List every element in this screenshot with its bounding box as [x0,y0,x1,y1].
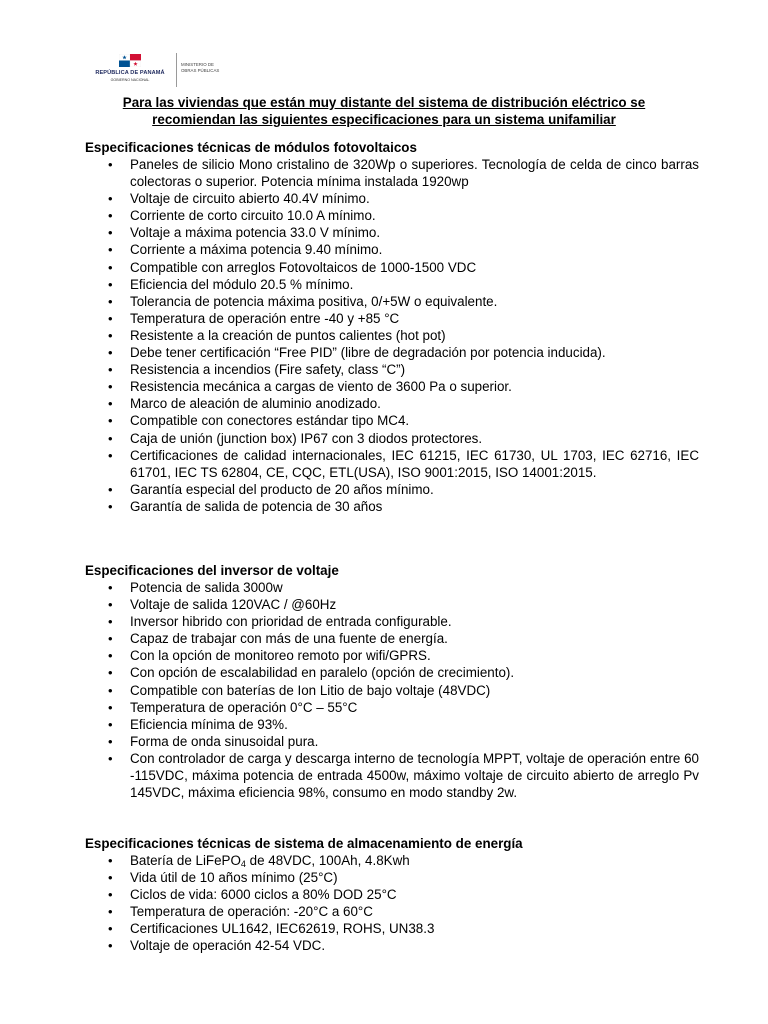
list-item [85,241,699,258]
list-item [85,903,699,920]
section-energy-storage [85,835,699,955]
item-text: Voltaje de operación 42-54 VDC. [130,938,326,954]
list-item [85,327,699,344]
item-text: Corriente de corto circuito 10.0 A mínimo. [130,208,376,224]
bullet-icon: • [108,904,113,920]
item-text: Voltaje de circuito abierto 40.4V mínimo. [130,191,370,207]
item-text: Certificaciones UL1642, IEC62619, ROHS, UN38.3 [130,921,435,937]
bullet-icon: • [108,396,113,412]
item-text: Capaz de trabajar con más de una fuente de energía. [130,631,448,647]
list-item [85,733,699,750]
item-text: Compatible con conectores estándar tipo MC4. [130,413,410,429]
list-item [85,716,699,733]
item-text: Garantía especial del producto de 20 años mínimo. [130,481,434,497]
item-text: Temperatura de operación entre -40 y +85 °C [130,310,400,326]
bullet-icon: • [108,648,113,664]
list-item [85,361,699,378]
item-text: Con la opción de monitoreo remoto por wifi/GPRS. [130,648,431,664]
item-text: Marco de aleación de aluminio anodizado. [130,396,381,412]
list-item [85,156,699,190]
list-item [85,596,699,613]
bullet-icon: • [108,853,113,868]
bullet-icon: • [108,157,113,172]
battery-text-after: de 48VDC, 100Ah, 4.8Kwh [245,853,410,868]
bullet-icon: • [108,276,113,292]
section-inverter [85,562,699,801]
item-text: Eficiencia del módulo 20.5 % mínimo. [130,276,354,292]
list-item [85,481,699,498]
spec-list [85,156,699,515]
list-item [85,430,699,447]
list-item [85,869,699,886]
bullet-icon: • [108,631,113,647]
bullet-icon: • [108,614,113,630]
bullet-icon: • [108,345,113,361]
panama-flag-icon [119,54,141,67]
list-item [85,886,699,903]
bullet-icon: • [108,597,113,613]
item-text: Caja de unión (junction box) IP67 con 3 diodos protectores. [130,430,483,446]
section-heading: Especificaciones técnicas de sistema de almacenamiento de energía [85,836,523,851]
item-text: Forma de onda sinusoidal pura. [130,733,319,749]
bullet-icon: • [108,733,113,749]
ministry-name [181,62,219,74]
bullet-icon: • [108,938,113,954]
logo-divider [176,53,177,87]
item-text: Compatible con arreglos Fotovoltaicos de 1000-1500 VDC [130,259,477,275]
item-text: Resistente a la creación de puntos calientes (hot pot) [130,327,446,343]
government-logo [88,50,238,90]
item-text: Con opción de escalabilidad en paralelo (opción de crecimiento). [130,665,515,681]
item-text: Debe tener certificación “Free PID” (libre de degradación por potencia inducida). [130,345,606,361]
list-item [85,852,699,869]
list-item [85,190,699,207]
item-text: Paneles de silicio Mono cristalino de 320Wp o superiores. Tecnología de celda de cinco barras colectoras o superior. Potencia mínima instalada 1920wp [130,157,699,190]
list-item [85,412,699,429]
bullet-icon: • [108,208,113,224]
bullet-icon: • [108,716,113,732]
item-text: Voltaje de salida 120VAC / @60Hz [130,597,337,613]
list-item [85,647,699,664]
list-item [85,276,699,293]
bullet-icon: • [108,682,113,698]
bullet-icon: • [108,362,113,378]
bullet-icon: • [108,225,113,241]
item-text: Resistencia a incendios (Fire safety, class “C”) [130,362,406,378]
list-item [85,682,699,699]
bullet-icon: • [108,379,113,395]
bullet-icon: • [108,327,113,343]
list-item [85,224,699,241]
panama-seal [88,50,172,90]
bullet-icon: • [108,699,113,715]
list-item [85,498,699,515]
bullet-icon: • [108,580,113,595]
item-text: Garantía de salida de potencia de 30 años [130,498,383,514]
spec-list [85,579,699,801]
bullet-icon: • [108,665,113,681]
item-text: Voltaje a máxima potencia 33.0 V mínimo. [130,225,381,241]
item-text: Vida útil de 10 años mínimo (25°C) [130,870,338,886]
title-line-1: Para las viviendas que están muy distante del sistema de distribución eléctrico se [122,95,646,110]
list-item [85,664,699,681]
section-pv-modules [85,139,699,515]
section-heading: Especificaciones del inversor de voltaje [85,563,339,578]
bullet-icon: • [108,259,113,275]
bullet-icon: • [108,191,113,207]
item-text: Con controlador de carga y descarga interno de tecnología MPPT, voltaje de operación entre 60 -115VDC, máxima potencia de entrada 4500w, máximo voltaje de circuito abierto de arreglo Pv 145VDC, máxima eficiencia 98%, consumo en modo standby 2w. [130,750,699,801]
item-text: Resistencia mecánica a cargas de viento de 3600 Pa o superior. [130,379,512,395]
bullet-icon: • [108,481,113,497]
government-subtitle: GOBIERNO NACIONAL [110,78,150,82]
section-heading: Especificaciones técnicas de módulos fotovoltaicos [85,140,417,155]
list-item [85,310,699,327]
list-item [85,207,699,224]
spec-list [85,852,699,955]
item-text: Compatible con baterías de Ion Litio de bajo voltaje (48VDC) [130,682,491,698]
list-item [85,378,699,395]
bullet-icon: • [108,750,113,766]
item-text: Certificaciones de calidad internacionales, IEC 61215, IEC 61730, UL 1703, IEC 62716, IEC 61701, IEC TS 62804, CE, CQC, ETL(USA), ISO 9001:2015, ISO 14001:2015. [130,447,699,480]
list-item [85,344,699,361]
list-item [85,630,699,647]
item-text: Temperatura de operación 0°C – 55°C [130,699,358,715]
bullet-icon: • [108,413,113,429]
item-text: Potencia de salida 3000w [130,580,283,595]
list-item [85,750,699,801]
government-name: REPÚBLICA DE PANAMÁ [95,70,165,76]
battery-text-before: Batería de LiFePO [130,853,241,868]
item-text: Ciclos de vida: 6000 ciclos a 80% DOD 25°C [130,887,397,903]
list-item [85,447,699,481]
battery-subscript: 4 [240,859,246,869]
title-line-2: recomiendan las siguientes especificaciones para un sistema unifamiliar [152,112,616,127]
bullet-icon: • [108,921,113,937]
ministry-line-1: MINISTERIO DE [181,62,214,67]
document-title [70,94,698,128]
list-item [85,699,699,716]
item-text: Eficiencia mínima de 93%. [130,716,288,732]
bullet-icon: • [108,310,113,326]
list-item [85,395,699,412]
bullet-icon: • [108,887,113,903]
list-item [85,293,699,310]
bullet-icon: • [108,430,113,446]
bullet-icon: • [108,870,113,886]
list-item [85,937,699,954]
list-item [85,259,699,276]
list-item [85,920,699,937]
list-item [85,613,699,630]
bullet-icon: • [108,498,113,514]
item-text: Inversor hibrido con prioridad de entrada configurable. [130,614,452,630]
item-text: Corriente a máxima potencia 9.40 mínimo. [130,242,383,258]
bullet-icon: • [108,447,113,463]
bullet-icon: • [108,242,113,258]
list-item [85,579,699,596]
item-text: Temperatura de operación: -20°C a 60°C [130,904,373,920]
ministry-line-2: OBRAS PÚBLICAS [181,68,220,73]
bullet-icon: • [108,293,113,309]
item-text: Tolerancia de potencia máxima positiva, 0/+5W o equivalente. [130,293,498,309]
